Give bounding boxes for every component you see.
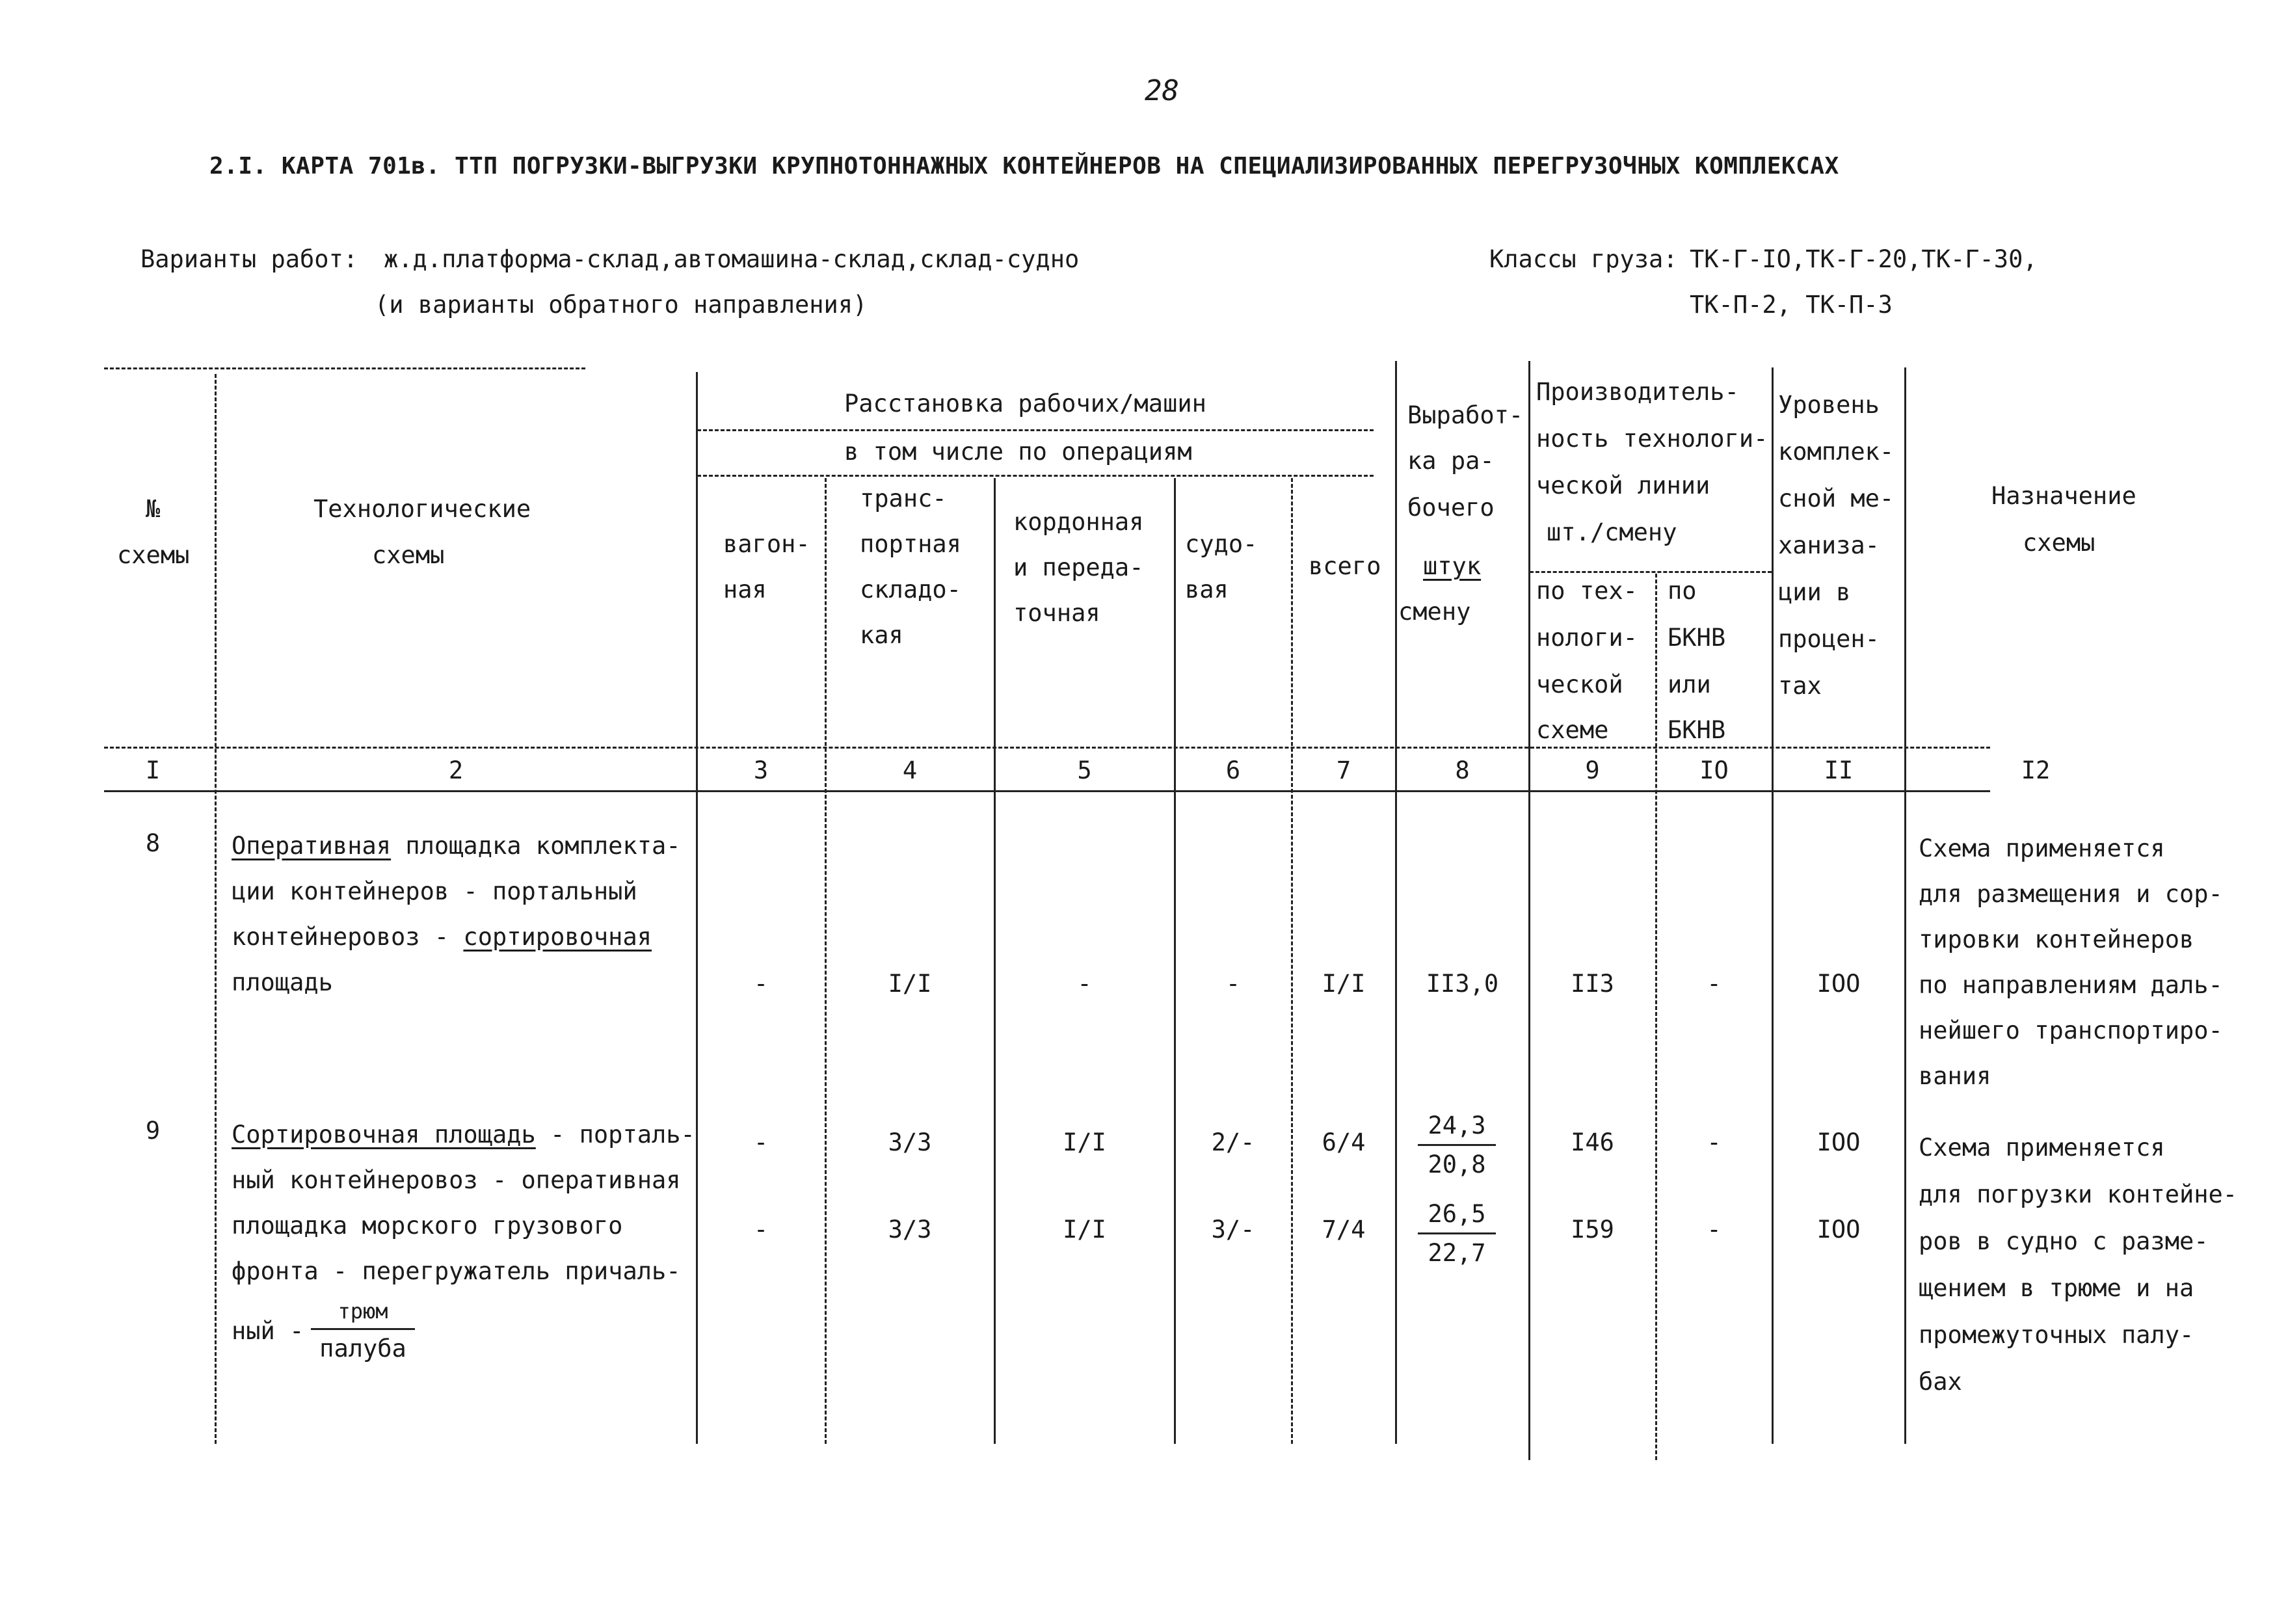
- row9-scheme-fraction: [311, 1301, 415, 1361]
- row9-scheme-frac-den: палуба: [319, 1335, 406, 1363]
- header-col10-line2: БКНВ: [1668, 624, 1726, 652]
- row9b-prod-bknv: -: [1707, 1216, 1722, 1244]
- row8-prod-tech: II3: [1571, 970, 1614, 998]
- header-prod-line3: ческой линии: [1536, 472, 1710, 499]
- group-line-main: [697, 429, 1374, 431]
- header-col5-line3: точная: [1013, 599, 1100, 627]
- header-col8-line4: штук: [1423, 552, 1482, 580]
- row8-scheme-underlined-2: сортировочная: [463, 923, 652, 951]
- row9a-output: [1418, 1113, 1496, 1177]
- row9-scheme-frac-num: трюм: [311, 1301, 415, 1330]
- row9b-output: [1418, 1202, 1496, 1265]
- header-prod-line4: шт./смену: [1547, 518, 1677, 546]
- col-number-3: 3: [753, 756, 769, 784]
- col-line-1: [215, 374, 217, 1444]
- header-col11-line2: комплек-: [1778, 438, 1895, 466]
- row8-number: 8: [145, 829, 161, 857]
- col-line-2: [696, 372, 698, 1444]
- header-col3-line1: вагон-: [723, 530, 810, 558]
- row8-purpose-line5: нейшего транспортиро-: [1919, 1017, 2223, 1045]
- header-col2-line1: Технологические: [313, 495, 531, 523]
- header-col5-line2: и переда-: [1013, 553, 1144, 581]
- header-col11-line4: ханиза-: [1778, 531, 1880, 559]
- row8-scheme-line2: ции контейнеров - портальный: [232, 877, 637, 905]
- row9-purpose-line6: бах: [1919, 1368, 1962, 1396]
- header-col10-line1: по: [1668, 577, 1697, 605]
- table-top-border: [104, 367, 585, 369]
- col-number-6: 6: [1225, 756, 1241, 784]
- col-line-10: [1772, 367, 1774, 1444]
- row9-scheme-line5: ный -: [232, 1317, 304, 1345]
- header-group-sub: в том числе по операциям: [844, 438, 1192, 466]
- header-col1-line1: №: [145, 495, 161, 523]
- header-col9-line4: схеме: [1536, 716, 1609, 744]
- row8-prod-bknv: -: [1707, 970, 1722, 998]
- col-line-3: [825, 478, 827, 1444]
- header-col2-line2: схемы: [372, 541, 445, 569]
- header-col11-line3: сной ме-: [1778, 485, 1895, 512]
- row9a-prod-tech: I46: [1571, 1128, 1614, 1156]
- header-col4-line4: кая: [860, 621, 903, 649]
- col-number-12: I2: [2021, 756, 2051, 784]
- group-line-prod: [1530, 571, 1772, 573]
- row9-scheme-line3: площадка морского грузового: [232, 1212, 623, 1240]
- row9a-output-den: 20,8: [1428, 1151, 1486, 1178]
- header-col12-line1: Назначение: [1991, 482, 2136, 510]
- col-line-5: [1174, 478, 1176, 1444]
- row9-purpose-line5: промежуточных палу-: [1919, 1321, 2194, 1349]
- header-col11-line6: процен-: [1778, 625, 1880, 653]
- header-col7: всего: [1309, 552, 1381, 580]
- page-title: 2.I. КАРТА 701в. ТТП ПОГРУЗКИ-ВЫГРУЗКИ КРУПНОТОННАЖНЫХ КОНТЕЙНЕРОВ НА СПЕЦИАЛИЗИРОВАННЫХ ПЕРЕГРУЗОЧНЫХ КОМПЛЕКСАХ: [209, 153, 1839, 180]
- header-col8-line3: бочего: [1407, 494, 1495, 522]
- header-col6-line2: вая: [1185, 576, 1229, 604]
- row9-scheme-line4: фронта - перегружатель причаль-: [232, 1257, 681, 1285]
- col-line-11: [1904, 367, 1906, 1444]
- header-group-main: Расстановка рабочих/машин: [844, 390, 1206, 418]
- row9a-transport: 3/3: [888, 1128, 932, 1156]
- col-number-10: IO: [1699, 756, 1729, 784]
- row8-purpose-line3: тировки контейнеров: [1919, 925, 2194, 953]
- row9-number: 9: [145, 1117, 161, 1145]
- row8-scheme-underlined-1: Оперативная: [232, 832, 392, 860]
- row8-purpose-line1: Схема применяется: [1919, 834, 2165, 862]
- row8-scheme-line3: контейнеровоз - сортировочная: [232, 923, 652, 951]
- row8-purpose-line2: для размещения и сор-: [1919, 880, 2223, 908]
- number-row-border: [104, 790, 1990, 792]
- header-col8-line2: ка ра-: [1407, 447, 1495, 475]
- row9-purpose-line3: ров в судно с разме-: [1919, 1227, 2209, 1255]
- row9a-total: 6/4: [1322, 1128, 1366, 1156]
- header-col8-line5: смену: [1398, 598, 1471, 626]
- col-line-9: [1655, 574, 1657, 1460]
- header-col6-line1: судо-: [1185, 530, 1258, 558]
- row9b-prod-tech: I59: [1571, 1216, 1614, 1244]
- cargo-classes-label: Классы груза:: [1489, 245, 1678, 273]
- row9b-output-den: 22,7: [1428, 1239, 1486, 1267]
- row8-transport: I/I: [888, 970, 932, 998]
- header-col10-line4: БКНВ: [1668, 716, 1726, 744]
- variants-label: Варианты работ:: [140, 245, 358, 273]
- header-col5-line1: кордонная: [1013, 508, 1144, 536]
- col-number-7: 7: [1336, 756, 1351, 784]
- row9-scheme-line1: Сортировочная площадь - порталь-: [232, 1121, 695, 1149]
- row8-purpose-line6: вания: [1919, 1062, 1991, 1090]
- row9a-output-num: 24,3: [1418, 1113, 1496, 1146]
- row9b-total: 7/4: [1322, 1216, 1366, 1244]
- header-col10-line3: или: [1668, 671, 1711, 699]
- col-number-11: II: [1824, 756, 1854, 784]
- col-number-5: 5: [1077, 756, 1092, 784]
- row8-total: I/I: [1322, 970, 1366, 998]
- header-col4-line2: портная: [860, 530, 961, 558]
- row9-scheme-underlined-1: Сортировочная площадь: [232, 1121, 536, 1149]
- header-col11-line1: Уровень: [1778, 391, 1880, 419]
- col-number-2: 2: [448, 756, 464, 784]
- header-col9-line1: по тех-: [1536, 577, 1638, 605]
- row9b-sudo: 3/-: [1211, 1216, 1255, 1244]
- row9b-level: IOO: [1816, 1216, 1861, 1244]
- row9a-kordon: I/I: [1063, 1128, 1106, 1156]
- row8-scheme-line1: Оперативная площадка комплекта-: [232, 832, 681, 860]
- col-line-8: [1528, 361, 1530, 1460]
- header-prod-line2: ность технологи-: [1536, 425, 1768, 453]
- header-col1-line2: схемы: [117, 541, 190, 569]
- row9-scheme-line2: ный контейнеровоз - оперативная: [232, 1166, 681, 1194]
- variants-value: ж.д.платформа-склад,автомашина-склад,склад-судно: [384, 245, 1080, 273]
- header-col4-line1: транс-: [860, 485, 947, 512]
- col-line-4: [994, 478, 996, 1444]
- row9b-kordon: I/I: [1063, 1216, 1106, 1244]
- row8-scheme-line4: площадь: [232, 968, 333, 996]
- row9a-prod-bknv: -: [1707, 1128, 1722, 1156]
- row9-purpose-line1: Схема применяется: [1919, 1134, 2165, 1162]
- page-number: 28: [1145, 74, 1179, 107]
- header-col9-line3: ческой: [1536, 671, 1623, 699]
- header-col11-line7: тах: [1778, 672, 1822, 700]
- row8-kordon: -: [1077, 970, 1092, 998]
- row8-purpose-line4: по направлениям даль-: [1919, 971, 2223, 999]
- row9b-transport: 3/3: [888, 1216, 932, 1244]
- row9b-output-num: 26,5: [1418, 1202, 1496, 1234]
- row9a-sudo: 2/-: [1211, 1128, 1255, 1156]
- row8-level: IOO: [1816, 970, 1861, 998]
- variants-sub: (и варианты обратного направления): [375, 291, 868, 319]
- header-col8-line1: Выработ-: [1407, 401, 1524, 429]
- row9a-vagon: -: [753, 1128, 769, 1156]
- header-col11-line5: ции в: [1778, 578, 1851, 606]
- row8-output: II3,0: [1426, 970, 1499, 998]
- row8-vagon: -: [753, 970, 769, 998]
- row9-purpose-line4: щением в трюме и на: [1919, 1274, 2194, 1302]
- header-col9-line2: нологи-: [1536, 624, 1638, 652]
- header-bottom-border: [104, 747, 1990, 749]
- col-line-7: [1395, 361, 1397, 1444]
- header-col4-line3: складо-: [860, 576, 961, 604]
- cargo-classes-line1: ТК-Г-IO,ТК-Г-20,ТК-Г-30,: [1690, 245, 2038, 273]
- cargo-classes-line2: ТК-П-2, ТК-П-3: [1690, 291, 1893, 319]
- row9b-vagon: -: [753, 1216, 769, 1244]
- row9a-level: IOO: [1816, 1128, 1861, 1156]
- col-number-9: 9: [1585, 756, 1600, 784]
- header-prod-line1: Производитель-: [1536, 378, 1739, 406]
- col-number-8: 8: [1455, 756, 1470, 784]
- group-line-sub: [697, 475, 1374, 477]
- row8-sudo: -: [1225, 970, 1241, 998]
- row9-purpose-line2: для погрузки контейне-: [1919, 1180, 2238, 1208]
- header-col12-line2: схемы: [2023, 529, 2095, 557]
- col-line-6: [1291, 478, 1293, 1444]
- col-number-1: I: [145, 756, 161, 784]
- col-number-4: 4: [902, 756, 918, 784]
- header-col3-line2: ная: [723, 576, 767, 604]
